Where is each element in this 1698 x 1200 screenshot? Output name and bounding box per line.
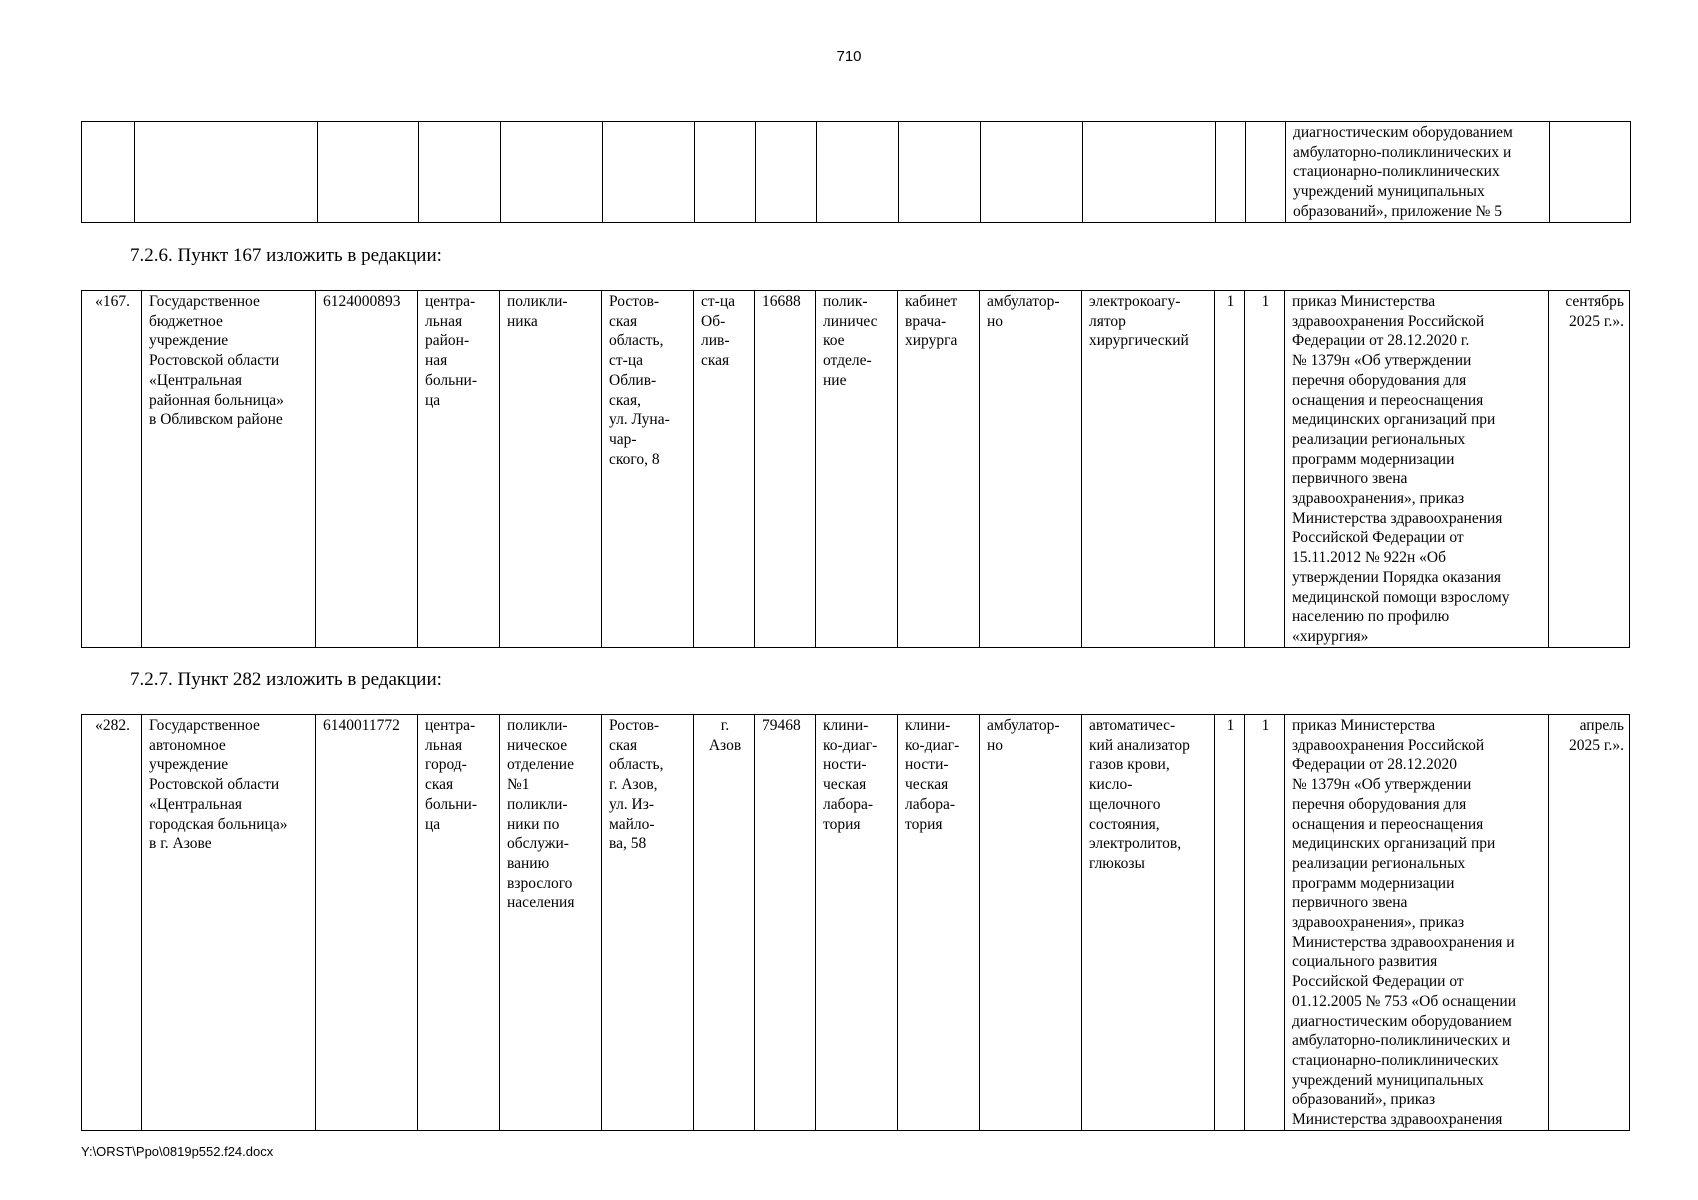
table-row — [82, 291, 1630, 648]
cell-num: «167. — [82, 291, 142, 648]
section-heading-282: 7.2.7. Пункт 282 изложить в редакции: — [130, 669, 442, 690]
cell-name — [135, 122, 318, 223]
cell-num: «282. — [82, 715, 142, 1131]
cell-code: 79468 — [755, 715, 816, 1131]
cell-equipment: автоматичес- кий анализатор газов крови, кисло- щелочного состояния, электролитов, глюкозы — [1082, 715, 1215, 1131]
cell-name: Государственное бюджетное учреждение Ростовской области «Центральная районная больница» в Обливском районе — [142, 291, 316, 648]
cell-unit: клини- ко-диаг- ности- ческая лабора- тория — [898, 715, 980, 1131]
footer-file-path: Y:\ORST\Ppo\0819p552.f24.docx — [81, 1144, 274, 1159]
page-number: 710 — [836, 48, 862, 65]
cell-locality: ст-ца Об- лив- ская — [694, 291, 755, 648]
cell-name: Государственное автономное учреждение Ростовской области «Центральная городская больница» в г. Азове — [142, 715, 316, 1131]
section-heading-167: 7.2.6. Пункт 167 изложить в редакции: — [130, 245, 442, 266]
item-282-table — [81, 714, 1630, 1131]
cell-department — [817, 122, 899, 223]
table-row — [82, 715, 1630, 1131]
cell-inn: 6124000893 — [316, 291, 418, 648]
cell-qty2 — [1246, 122, 1286, 223]
continuation-table — [81, 121, 1631, 223]
cell-equipment: электрокоагу- лятор хирургический — [1082, 291, 1215, 648]
cell-facility: поликли- ническое отделение №1 поликли- ники по обслужи- ванию взрослого населения — [500, 715, 602, 1131]
cell-code: 16688 — [755, 291, 816, 648]
cell-org-type: центра- льная город- ская больни- ца — [418, 715, 500, 1131]
cell-care-form — [981, 122, 1083, 223]
cell-locality — [695, 122, 756, 223]
cell-department: клини- ко-диаг- ности- ческая лабора- тория — [816, 715, 898, 1131]
cell-code — [756, 122, 817, 223]
cell-legal-basis: приказ Министерства здравоохранения Российской Федерации от 28.12.2020 № 1379н «Об утверждении перечня оборудования для оснащения и переоснащения медицинских организаций при реализации региональных программ модернизации первичного звена здравоохранения», приказ Министерства здравоохранения и социального развития Российской Федерации от 01.12.2005 № 753 «Об оснащении диагностическим оборудованием амбулаторно-поликлинических и стационарно-поликлинических учреждений муниципальных образований», приказ Министерства здравоохранения — [1285, 715, 1549, 1131]
cell-address — [603, 122, 695, 223]
cell-locality: г. Азов — [694, 715, 755, 1131]
cell-care-form: амбулатор- но — [980, 715, 1082, 1131]
cell-deadline: сентябрь 2025 г.». — [1549, 291, 1630, 648]
cell-legal-basis: приказ Министерства здравоохранения Российской Федерации от 28.12.2020 г. № 1379н «Об утверждении перечня оборудования для оснащения и переоснащения медицинских организаций при реализации региональных программ модернизации первичного звена здравоохранения», приказ Министерства здравоохранения Российской Федерации от 15.11.2012 № 922н «Об утверждении Порядка оказания медицинской помощи взрослому населению по профилю «хирургия» — [1285, 291, 1549, 648]
cell-care-form: амбулатор- но — [980, 291, 1082, 648]
cell-unit — [899, 122, 981, 223]
cell-facility: поликли- ника — [500, 291, 602, 648]
cell-num — [82, 122, 135, 223]
cell-qty1 — [1216, 122, 1246, 223]
cell-address: Ростов- ская область, г. Азов, ул. Из- майло- ва, 58 — [602, 715, 694, 1131]
cell-org-type — [419, 122, 501, 223]
cell-unit: кабинет врача- хирурга — [898, 291, 980, 648]
cell-deadline — [1550, 122, 1631, 223]
cell-address: Ростов- ская область, ст-ца Облив- ская, ул. Луна- чар- ского, 8 — [602, 291, 694, 648]
cell-org-type: центра- льная район- ная больни- ца — [418, 291, 500, 648]
cell-inn: 6140011772 — [316, 715, 418, 1131]
cell-facility — [501, 122, 603, 223]
cell-department: полик- линичес кое отделе- ние — [816, 291, 898, 648]
table-row — [82, 122, 1631, 223]
cell-qty1: 1 — [1215, 291, 1245, 648]
cell-inn — [318, 122, 419, 223]
cell-qty1: 1 — [1215, 715, 1245, 1131]
cell-equipment — [1083, 122, 1216, 223]
cell-qty2: 1 — [1245, 291, 1285, 648]
item-167-table — [81, 290, 1630, 648]
cell-legal-basis: диагностическим оборудованием амбулаторно-поликлинических и стационарно-поликлинических учреждений муниципальных образований», приложение № 5 — [1286, 122, 1550, 223]
cell-deadline: апрель 2025 г.». — [1549, 715, 1630, 1131]
cell-qty2: 1 — [1245, 715, 1285, 1131]
